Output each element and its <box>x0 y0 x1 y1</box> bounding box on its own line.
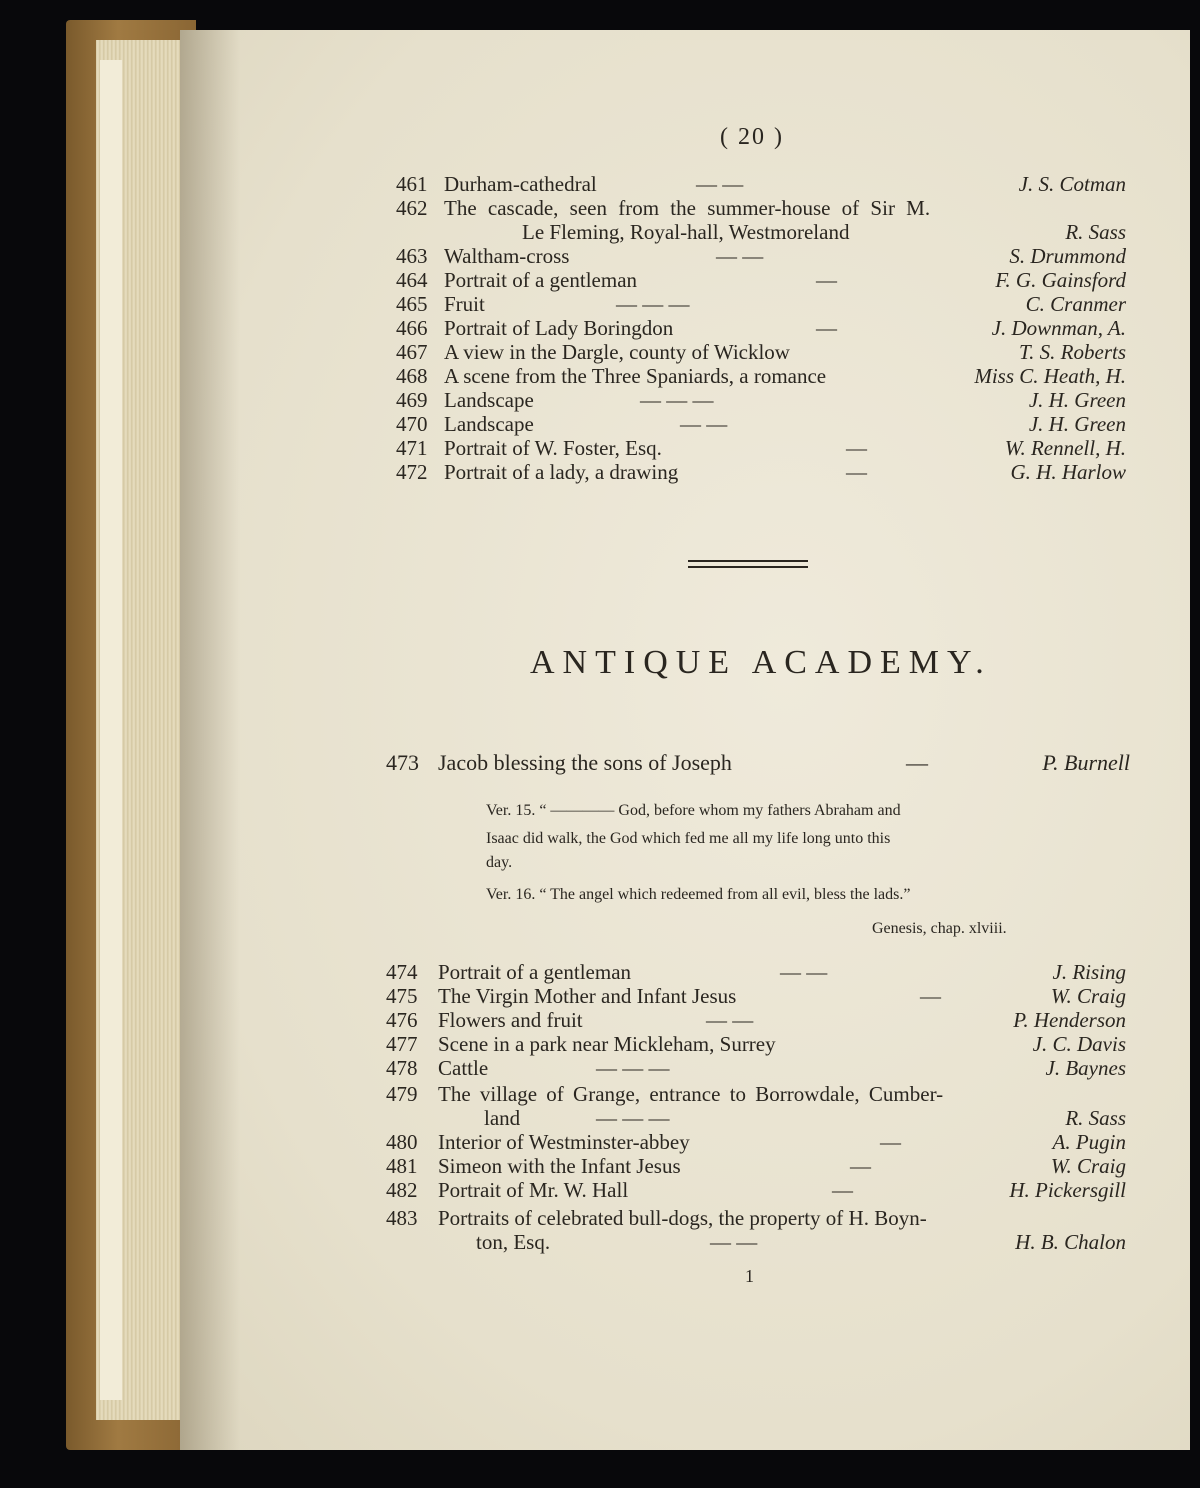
list-item <box>180 1032 1190 1058</box>
entry-artist: P. Henderson <box>1013 1008 1126 1032</box>
footer-mark: 1 <box>745 1266 754 1286</box>
entry-artist: J. H. Green <box>1028 388 1126 412</box>
list-item <box>180 1178 1190 1204</box>
entry-number: 461 <box>396 172 428 196</box>
entry-title: Landscape <box>444 412 534 436</box>
entry-dashes: — — — <box>596 1106 670 1130</box>
verse-text: Ver. 15. “ ———— God, before whom my fathers Abraham and <box>486 802 901 819</box>
entry-artist: J. Baynes <box>1045 1056 1126 1080</box>
entry-number: 473 <box>386 750 419 775</box>
entry-number: 472 <box>396 460 428 484</box>
entry-title: Portraits of celebrated bull-dogs, the property of H. Boyn- <box>438 1206 927 1230</box>
entry-dashes: — <box>920 984 941 1008</box>
list-item <box>180 960 1190 986</box>
entry-title: Waltham-cross <box>444 244 570 268</box>
page-fore-edge-highlight <box>100 60 122 1400</box>
entry-title: Simeon with the Infant Jesus <box>438 1154 681 1178</box>
verse-text: Ver. 16. “ The angel which redeemed from all evil, bless the lads.” <box>486 886 911 903</box>
entry-artist: J. H. Green <box>1028 412 1126 436</box>
entry-number: 465 <box>396 292 428 316</box>
entry-artist: Miss C. Heath, H. <box>974 364 1126 388</box>
entry-dashes: — — — <box>640 388 714 412</box>
entry-number: 467 <box>396 340 428 364</box>
entry-number: 480 <box>386 1130 418 1154</box>
list-item <box>180 1206 1190 1232</box>
entry-title: Jacob blessing the sons of Joseph <box>438 750 732 775</box>
list-item <box>180 984 1190 1010</box>
entry-title: Portrait of W. Foster, Esq. <box>444 436 662 460</box>
entry-title: Portrait of Mr. W. Hall <box>438 1178 629 1202</box>
entry-title: The cascade, seen from the summer-house of Sir M. <box>444 196 931 220</box>
entry-dashes: — — <box>716 244 764 268</box>
entry-title: Scene in a park near Mickleham, Surrey <box>438 1032 776 1056</box>
entry-dashes: — — — <box>596 1056 670 1080</box>
list-item <box>180 1106 1190 1132</box>
entry-number: 462 <box>396 196 428 220</box>
entry-number: 466 <box>396 316 428 340</box>
list-item <box>180 412 1190 438</box>
entry-dashes: — — <box>710 1230 758 1254</box>
entry-title: The village of Grange, entrance to Borrowdale, Cumber- <box>438 1082 944 1106</box>
entry-artist: J. Downman, A. <box>991 316 1126 340</box>
entry-title: Interior of Westminster-abbey <box>438 1130 690 1154</box>
list-item <box>180 196 1190 222</box>
entry-artist: T. S. Roberts <box>1019 340 1126 364</box>
entry-dashes: — <box>816 316 837 340</box>
entry-dashes: — <box>846 436 867 460</box>
list-item <box>180 316 1190 342</box>
list-item <box>180 1056 1190 1082</box>
list-item <box>180 268 1190 294</box>
entry-title: Portrait of Lady Boringdon <box>444 316 674 340</box>
book-page <box>180 30 1190 1450</box>
entry-number: 464 <box>396 268 428 292</box>
entry-artist: H. B. Chalon <box>1015 1230 1126 1254</box>
section-rule <box>688 566 808 568</box>
entry-artist: H. Pickersgill <box>1009 1178 1126 1202</box>
entry-dashes: — — <box>780 960 828 984</box>
list-item <box>180 340 1190 366</box>
entry-title: Le Fleming, Royal-hall, Westmoreland <box>522 220 850 244</box>
list-item <box>180 1130 1190 1156</box>
list-item <box>180 1008 1190 1034</box>
list-item <box>180 172 1190 198</box>
entry-number: 471 <box>396 436 428 460</box>
verse-citation: Genesis, chap. xlviii. <box>872 920 1007 937</box>
entry-artist: P. Burnell <box>1042 750 1130 775</box>
list-item <box>180 220 1190 246</box>
entry-artist: F. G. Gainsford <box>995 268 1126 292</box>
entry-dashes: — <box>880 1130 901 1154</box>
list-item <box>180 1230 1190 1256</box>
list-item <box>180 750 1190 776</box>
entry-artist: G. H. Harlow <box>1010 460 1126 484</box>
entry-artist: R. Sass <box>1065 1106 1126 1130</box>
entry-number: 482 <box>386 1178 418 1202</box>
entry-artist: J. Rising <box>1052 960 1126 984</box>
entry-artist: A. Pugin <box>1052 1130 1126 1154</box>
entry-title: Portrait of a gentleman <box>444 268 638 292</box>
entry-dashes: — — <box>680 412 728 436</box>
list-item <box>180 388 1190 414</box>
entry-number: 478 <box>386 1056 418 1080</box>
entry-title: Cattle <box>438 1056 489 1080</box>
entry-dashes: — — — <box>616 292 690 316</box>
entry-number: 474 <box>386 960 418 984</box>
verse-text: day. <box>486 854 513 871</box>
section-heading: ANTIQUE ACADEMY. <box>530 644 992 681</box>
entry-number: 468 <box>396 364 428 388</box>
list-item <box>180 1154 1190 1180</box>
list-item <box>180 244 1190 270</box>
entry-dashes: — <box>850 1154 871 1178</box>
verse-text: Isaac did walk, the God which fed me all my life long unto this <box>486 830 891 847</box>
entry-dashes: — <box>906 750 928 775</box>
entry-title: A scene from the Three Spaniards, a romance <box>444 364 827 388</box>
entry-artist: R. Sass <box>1065 220 1126 244</box>
entry-number: 481 <box>386 1154 418 1178</box>
entry-artist: W. Rennell, H. <box>1004 436 1126 460</box>
entry-number: 470 <box>396 412 428 436</box>
entry-number: 469 <box>396 388 428 412</box>
entry-title: Flowers and fruit <box>438 1008 583 1032</box>
entry-number: 477 <box>386 1032 418 1056</box>
entry-number: 476 <box>386 1008 418 1032</box>
entry-title: Portrait of a lady, a drawing <box>444 460 679 484</box>
entry-title: A view in the Dargle, county of Wicklow <box>444 340 790 364</box>
entry-title: Landscape <box>444 388 534 412</box>
entry-number: 475 <box>386 984 418 1008</box>
entry-dashes: — <box>816 268 837 292</box>
entry-title: The Virgin Mother and Infant Jesus <box>438 984 737 1008</box>
entry-title: ton, Esq. <box>476 1230 551 1254</box>
entry-number: 463 <box>396 244 428 268</box>
section-rule <box>688 560 808 562</box>
entry-artist: S. Drummond <box>1009 244 1126 268</box>
entry-artist: J. C. Davis <box>1032 1032 1126 1056</box>
list-item <box>180 364 1190 390</box>
entry-dashes: — <box>832 1178 853 1202</box>
entry-artist: W. Craig <box>1050 1154 1126 1178</box>
entry-artist: C. Cranmer <box>1025 292 1126 316</box>
entry-number: 483 <box>386 1206 418 1230</box>
list-item <box>180 1082 1190 1108</box>
entry-title: land <box>484 1106 521 1130</box>
entry-dashes: — — <box>706 1008 754 1032</box>
entry-title: Fruit <box>444 292 485 316</box>
list-item <box>180 436 1190 462</box>
entry-title: Durham-cathedral <box>444 172 597 196</box>
entry-artist: W. Craig <box>1050 984 1126 1008</box>
entry-title: Portrait of a gentleman <box>438 960 632 984</box>
list-item <box>180 292 1190 318</box>
page-number: ( 20 ) <box>720 124 784 150</box>
entry-dashes: — — <box>696 172 744 196</box>
entry-dashes: — <box>846 460 867 484</box>
entry-artist: J. S. Cotman <box>1018 172 1126 196</box>
list-item <box>180 460 1190 486</box>
entry-number: 479 <box>386 1082 418 1106</box>
